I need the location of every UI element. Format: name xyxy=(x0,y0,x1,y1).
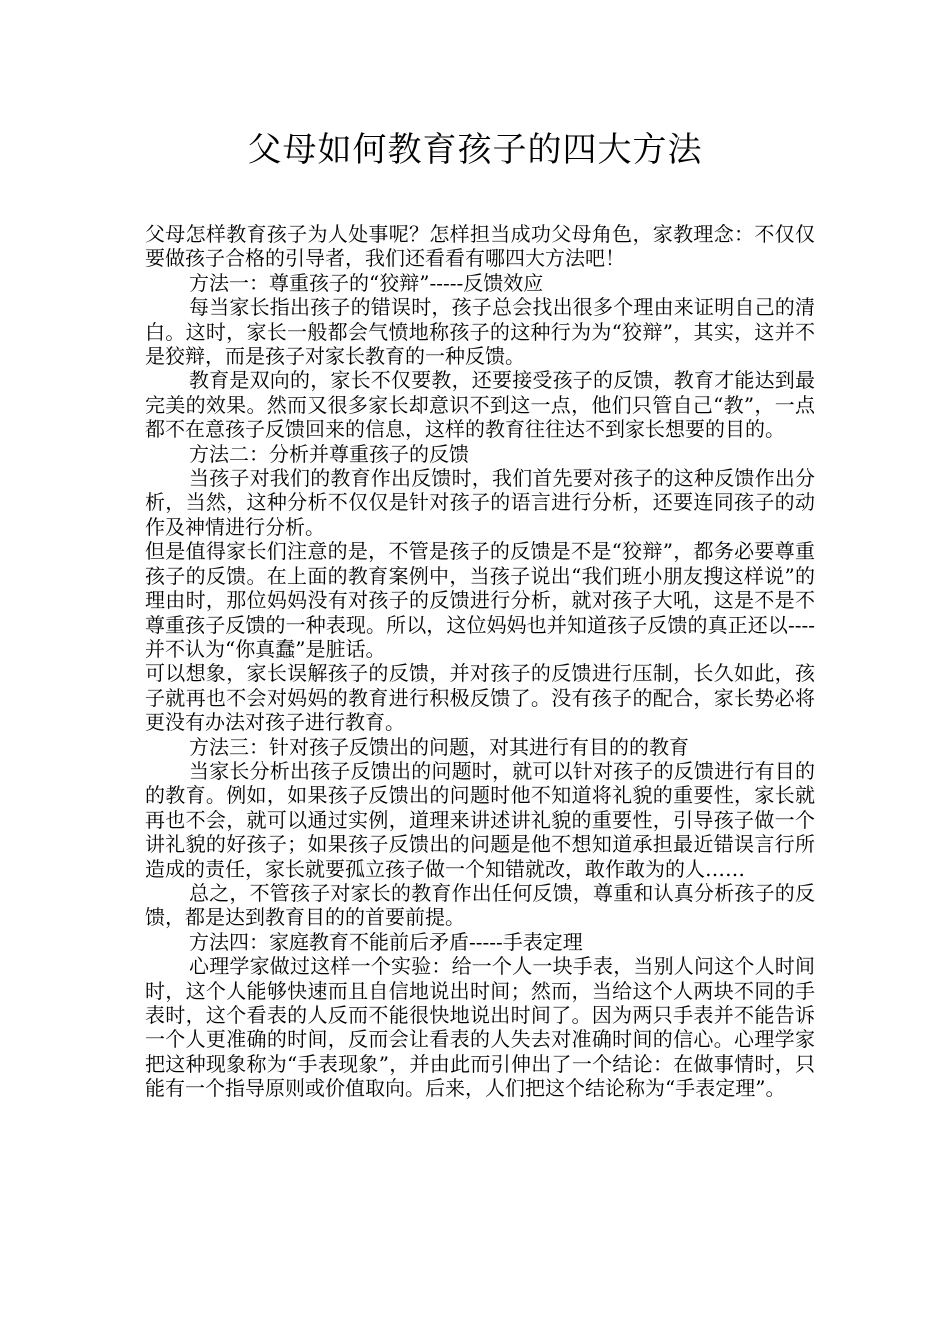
section-heading-method-3: 方法三：针对孩子反馈出的问题，对其进行有目的的教育 xyxy=(189,734,689,759)
paragraph: 每当家长指出孩子的错误时，孩子总会找出很多个理由来证明自己的清白。这时，家长一般都会气愤地称孩子的这种行为为“狡辩”，其实，这并不是狡辩，而是孩子对家长教育的一种反馈。 xyxy=(145,295,815,369)
section-heading-method-1: 方法一：尊重孩子的“狡辩”-----反馈效应 xyxy=(189,270,544,295)
paragraph-intro: 父母怎样教育孩子为人处事呢？怎样担当成功父母角色，家教理念：不仅仅要做孩子合格的引导者，我们还看看有哪四大方法吧！ xyxy=(145,222,815,271)
paragraph: 教育是双向的，家长不仅要教，还要接受孩子的反馈，教育才能达到最完美的效果。然而又很多家长却意识不到这一点，他们只管自己“教”，一点都不在意孩子反馈回来的信息，这样的教育往往达不到家长想要的目的。 xyxy=(145,368,815,442)
paragraph: 但是值得家长们注意的是，不管是孩子的反馈是不是“狡辩”，都务必要尊重孩子的反馈。在上面的教育案例中，当孩子说出“我们班小朋友搜这样说”的理由时，那位妈妈没有对孩子的反馈进行分析，就对孩子大吼，这是不是不尊重孩子反馈的一种表现。所以，这位妈妈也并知道孩子反馈的真正还以----并不认为“你真蠢”是脏话。 xyxy=(145,539,815,661)
paragraph: 心理学家做过这样一个实验：给一个人一块手表，当别人问这个人时间时，这个人能够快速而且自信地说出时间；然而，当给这个人两块不同的手表时，这个看表的人反而不能很快地说出时间了。因为两只手表并不能告诉一个人更准确的时间，反而会让看表的人失去对准确时间的信心。心理学家把这种现象称为“手表现象”，并由此而引伸出了一个结论：在做事情时，只能有一个指导原则或价值取向。后来，人们把这个结论称为“手表定理”。 xyxy=(145,954,815,1101)
paragraph: 总之，不管孩子对家长的教育作出任何反馈，尊重和认真分析孩子的反馈，都是达到教育目的的首要前提。 xyxy=(145,880,815,930)
section-heading-method-2: 方法二：分析并尊重孩子的反馈 xyxy=(189,441,469,466)
paragraph: 可以想象，家长误解孩子的反馈，并对孩子的反馈进行压制，长久如此，孩子就再也不会对妈妈的教育进行积极反馈了。没有孩子的配合，家长势必将更没有办法对孩子进行教育。 xyxy=(145,661,815,735)
document-body xyxy=(145,222,815,1101)
paragraph: 当孩子对我们的教育作出反馈时，我们首先要对孩子的这种反馈作出分析，当然，这种分析不仅仅是针对孩子的语言进行分析，还要连同孩子的动作及神情进行分析。 xyxy=(145,466,815,539)
document-title: 父母如何教育孩子的四大方法 xyxy=(247,130,703,170)
section-heading-method-4: 方法四：家庭教育不能前后矛盾-----手表定理 xyxy=(189,929,583,954)
paragraph: 当家长分析出孩子反馈出的问题时，就可以针对孩子的反馈进行有目的的教育。例如，如果孩子反馈出的问题时他不知道将礼貌的重要性，家长就再也不会，就可以通过实例，道理来讲述讲礼貌的重要性，引导孩子做一个讲礼貌的好孩子；如果孩子反馈出的问题是他不想知道承担最近错误言行所造成的责任，家长就要孤立孩子做一个知错就改，敢作敢为的人…… xyxy=(145,758,815,881)
